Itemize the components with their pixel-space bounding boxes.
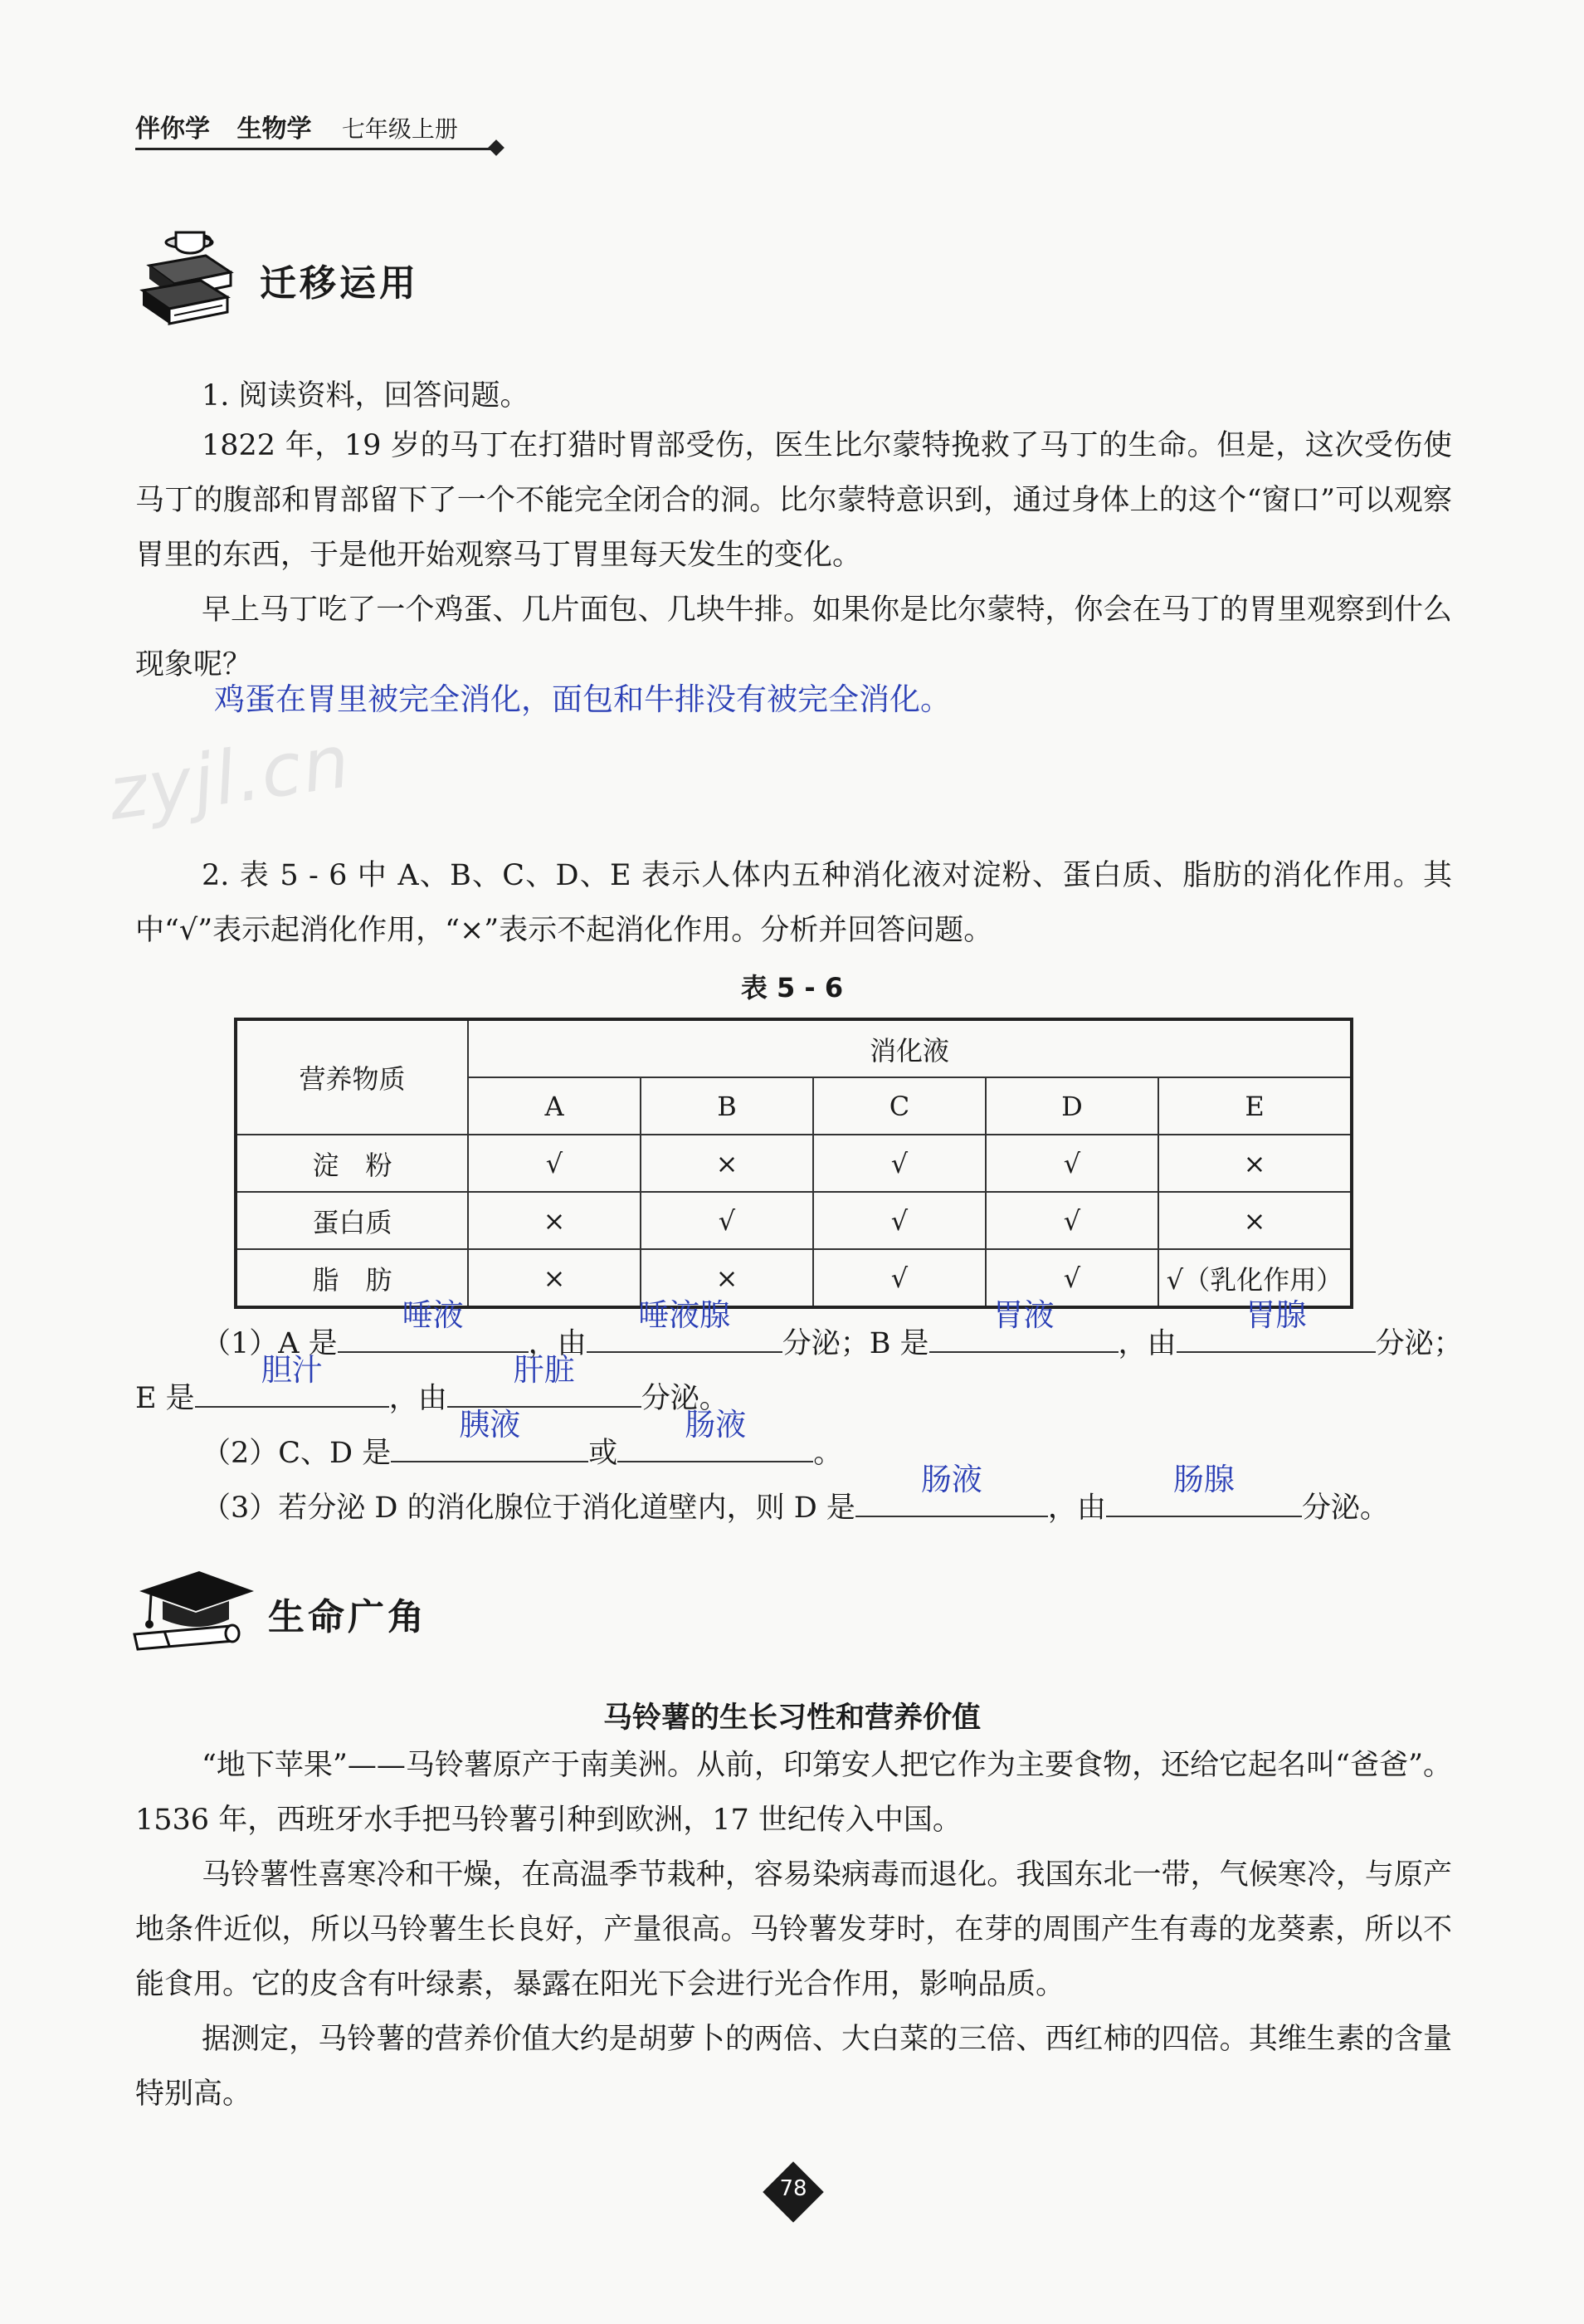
article-paragraph: “地下苹果”——马铃薯原产于南美洲。从前，印第安人把它作为主要食物，还给它起名叫“爸爸”。1536 年，西班牙水手把马铃薯引种到欧洲，17 世纪传入中国。 (135, 1749, 1452, 1837)
table-cell: × (1158, 1192, 1352, 1249)
table-cell: √ (986, 1192, 1158, 1249)
sub3-text: ，由 (1047, 1492, 1106, 1525)
article-paragraph: 马铃薯性喜寒冷和干燥，在高温季节栽种，容易染病毒而退化。我国东北一带，气候寒冷，与原产地条件近似，所以马铃薯生长良好，产量很高。马铃薯发芽时，在芽的周围产生有毒的龙葵素，所以不能食用。它的皮含有叶绿素，暴露在阳光下会进行光合作用，影响品质。 (135, 1858, 1452, 2001)
answer-a2: 唾液腺 (638, 1297, 731, 1333)
answer-a4: 胃腺 (1245, 1297, 1307, 1333)
sub2-text: 。 (813, 1437, 843, 1470)
column-header: B (641, 1077, 813, 1135)
sub2-text: 或 (588, 1437, 618, 1470)
answer-blank[interactable] (1177, 1297, 1376, 1353)
table-cell: √ (468, 1135, 641, 1192)
answer-blank[interactable] (195, 1352, 389, 1408)
answer-b1: 胰液 (459, 1407, 521, 1443)
header-rule (135, 148, 492, 150)
answer-b2: 肠液 (685, 1407, 747, 1443)
table-row (236, 1192, 1352, 1249)
article-paragraph: 据测定，马铃薯的营养价值大约是胡萝卜的两倍、大白菜的三倍、西红柿的四倍。其维生素的含量特别高。 (135, 2023, 1452, 2111)
q1-material: 1822 年，19 岁的马丁在打猎时胃部受伤，医生比尔蒙特挽救了马丁的生命。但是，这次受伤使马丁的腹部和胃部留下了一个不能完全闭合的洞。比尔蒙特意识到，通过身体上的这个“窗口”可以观察胃里的东西，于是他开始观察马丁胃里每天发生的变化。 (135, 429, 1452, 572)
section-title-transfer: 迁移运用 (260, 262, 419, 305)
q1-prompt: 1. 阅读资料，回答问题。 (202, 379, 529, 413)
sub1-text: 分泌；B 是 (782, 1327, 929, 1360)
answer-a3: 胃液 (992, 1297, 1055, 1333)
sub1-text: E 是 (135, 1382, 195, 1415)
table-cell: √ (813, 1249, 986, 1307)
answer-c2: 肠腺 (1172, 1462, 1235, 1497)
table-caption: 表 5 - 6 (740, 972, 844, 1003)
answer-blank[interactable] (855, 1462, 1048, 1517)
header-grade: 七年级上册 (341, 115, 458, 143)
table-cell: √ (813, 1135, 986, 1192)
site-watermark: zyjl.cn (103, 718, 357, 837)
sub1-text: ，由 (388, 1382, 447, 1415)
row-label: 淀 粉 (236, 1135, 468, 1192)
sub3-text: （3）若分泌 D 的消化腺位于消化道壁内，则 D 是 (202, 1492, 855, 1525)
sub1-text: （1）A 是 (202, 1327, 338, 1360)
table-cell: √ (641, 1192, 813, 1249)
header-subject: 生物学 (236, 115, 312, 144)
section-title-life: 生命广角 (268, 1596, 427, 1638)
q1-handwritten-answer: 鸡蛋在胃里被完全消化，面包和牛排没有被完全消化。 (214, 681, 951, 717)
q2-sub3 (202, 1462, 1389, 1536)
books-and-cup-icon (133, 224, 236, 336)
answer-a6: 肝脏 (513, 1352, 575, 1388)
group-header-cell: 消化液 (468, 1019, 1352, 1077)
answer-a1: 唾液 (402, 1297, 464, 1333)
answer-c1: 肠液 (920, 1462, 982, 1497)
table-cell: √（乳化作用） (1158, 1249, 1352, 1307)
sub3-text: 分泌。 (1301, 1492, 1389, 1525)
sub1-text: ，由 (1118, 1327, 1177, 1360)
q2-prompt: 2. 表 5 - 6 中 A、B、C、D、E 表示人体内五种消化液对淀粉、蛋白质、脂肪的消化作用。其中“√”表示起消化作用，“×”表示不起消化作用。分析并回答问题。 (135, 859, 1452, 947)
book-header (135, 108, 458, 144)
q1-question: 早上马丁吃了一个鸡蛋、几片面包、几块牛排。如果你是比尔蒙特，你会在马丁的胃里观察到什么现象呢？ (135, 593, 1452, 681)
table-cell: √ (986, 1135, 1158, 1192)
table-cell: √ (813, 1192, 986, 1249)
table-cell: × (1158, 1135, 1352, 1192)
table-cell: × (468, 1249, 641, 1307)
table-cell: × (468, 1192, 641, 1249)
q2-sub2 (202, 1407, 843, 1481)
row-label: 蛋白质 (236, 1192, 468, 1249)
sub2-text: （2）C、D 是 (202, 1437, 392, 1470)
column-header: A (468, 1077, 641, 1135)
table-row (236, 1135, 1352, 1192)
answer-blank[interactable] (1106, 1462, 1302, 1517)
column-header: E (1158, 1077, 1352, 1135)
column-header: D (986, 1077, 1158, 1135)
page-number: 78 (779, 2176, 807, 2201)
answer-a5: 胆汁 (261, 1352, 323, 1388)
sub1-text: 分泌。 (641, 1382, 729, 1415)
column-header: C (813, 1077, 986, 1135)
q2-sub1-line1 (202, 1297, 1463, 1371)
table-cell: × (641, 1249, 813, 1307)
sub1-text: 分泌； (1375, 1327, 1463, 1360)
answer-blank[interactable] (617, 1407, 813, 1462)
row-header-cell: 营养物质 (236, 1019, 468, 1135)
table-cell: × (641, 1135, 813, 1192)
digestive-juice-table (234, 1018, 1353, 1309)
graduation-cap-icon (131, 1565, 256, 1656)
sub1-text: ，由 (528, 1327, 587, 1360)
header-publisher: 伴你学 (135, 115, 210, 144)
article-title: 马铃薯的生长习性和营养价值 (602, 1702, 981, 1735)
table-cell: √ (986, 1249, 1158, 1307)
answer-blank[interactable] (391, 1407, 588, 1462)
row-label: 脂 肪 (236, 1249, 468, 1307)
answer-blank[interactable] (929, 1297, 1119, 1353)
